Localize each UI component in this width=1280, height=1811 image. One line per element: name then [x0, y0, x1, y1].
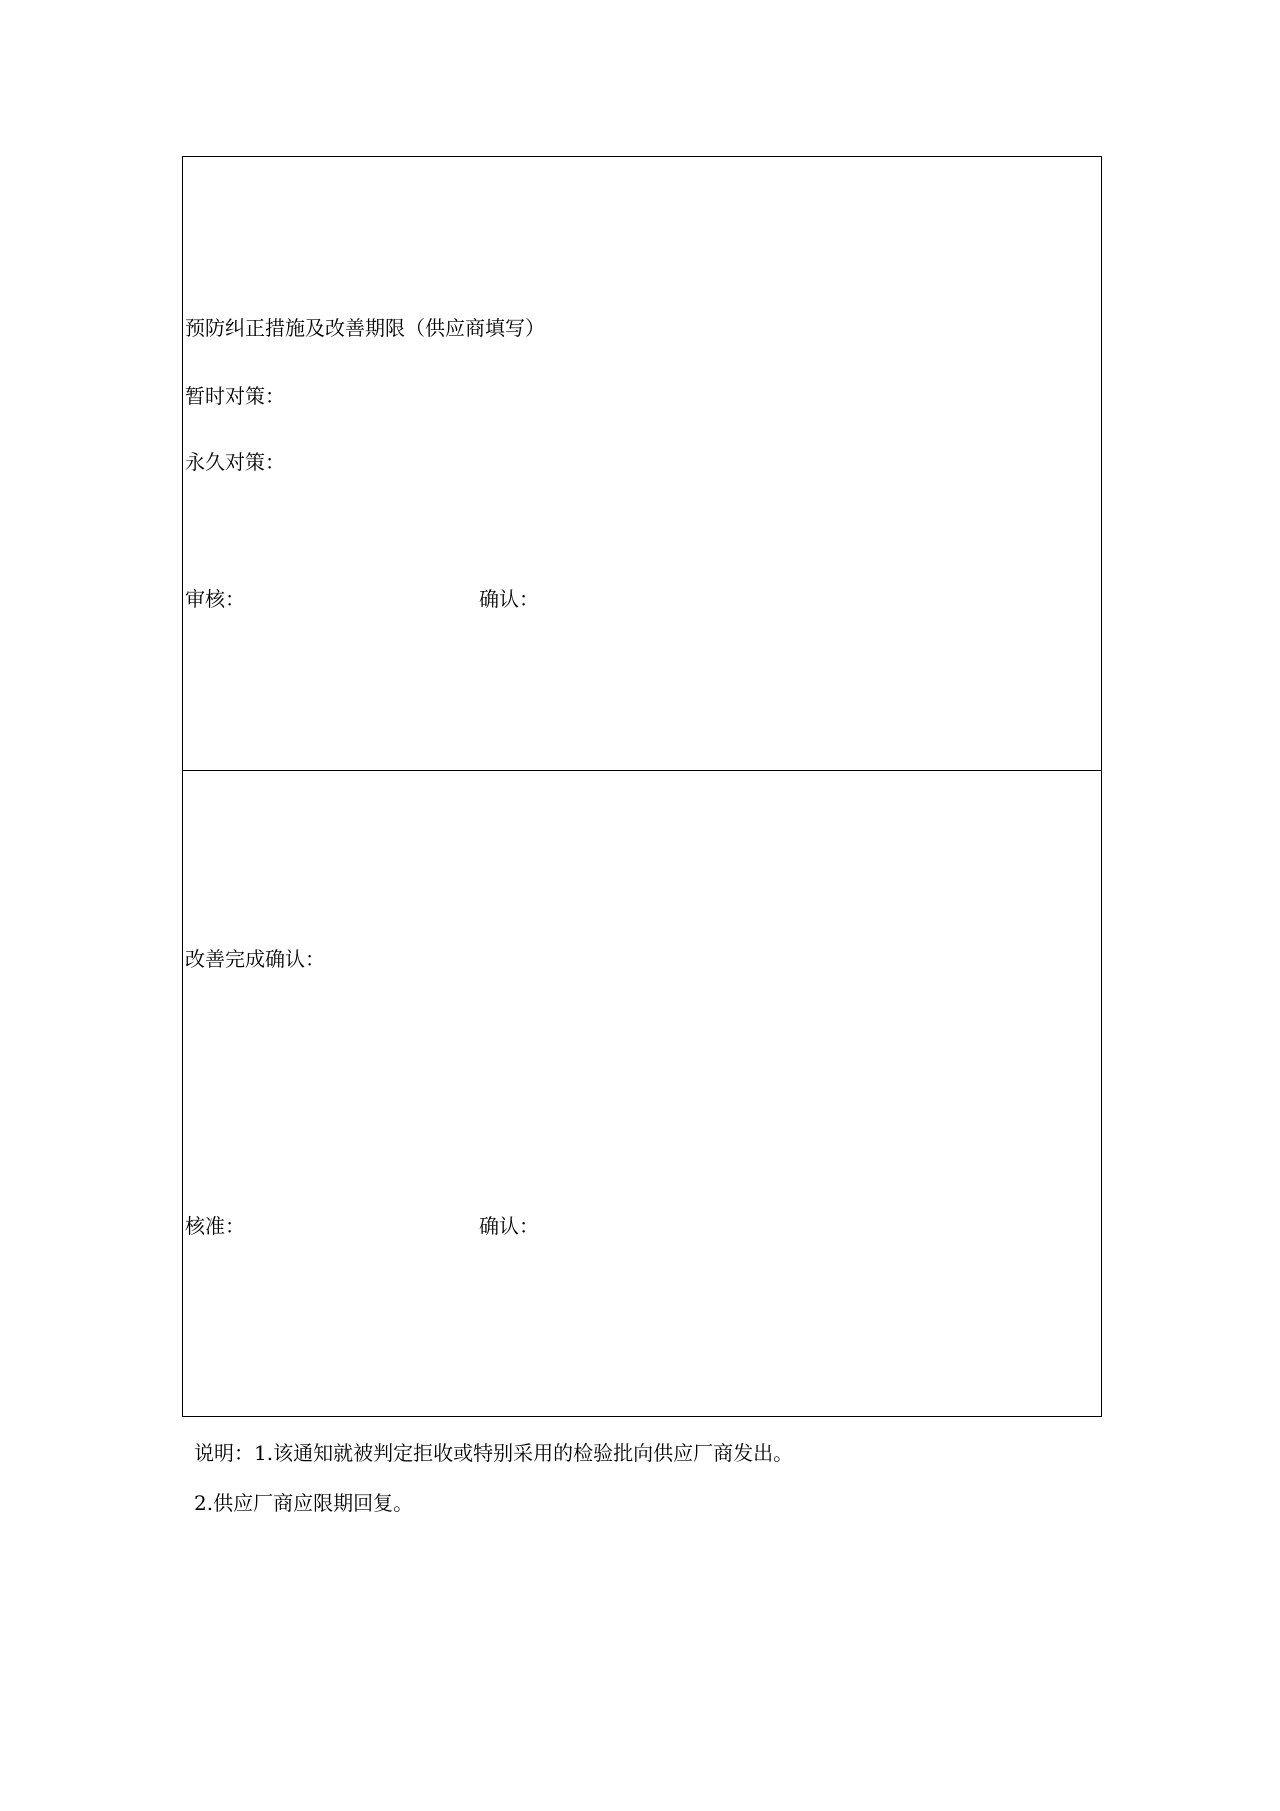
- completion-confirm-label: 改善完成确认：: [185, 947, 325, 971]
- corrective-action-section: [183, 157, 1101, 770]
- permanent-measure-label: 永久对策：: [185, 450, 285, 474]
- corrective-action-heading: 预防纠正措施及改善期限（供应商填写）: [185, 316, 545, 340]
- approve-label: 核准：: [185, 1214, 245, 1238]
- note-line-2: 2.供应厂商应限期回复。: [194, 1491, 414, 1515]
- improvement-form-table: [182, 156, 1102, 1417]
- review-label: 审核：: [185, 587, 245, 611]
- temporary-measure-label: 暂时对策：: [185, 384, 285, 408]
- confirm-label: 确认：: [479, 587, 539, 611]
- completion-confirm-section: [183, 770, 1101, 1416]
- note-line-1: 说明：1.该通知就被判定拒收或特别采用的检验批向供应厂商发出。: [194, 1441, 794, 1465]
- completion-confirm-signature-label: 确认：: [479, 1214, 539, 1238]
